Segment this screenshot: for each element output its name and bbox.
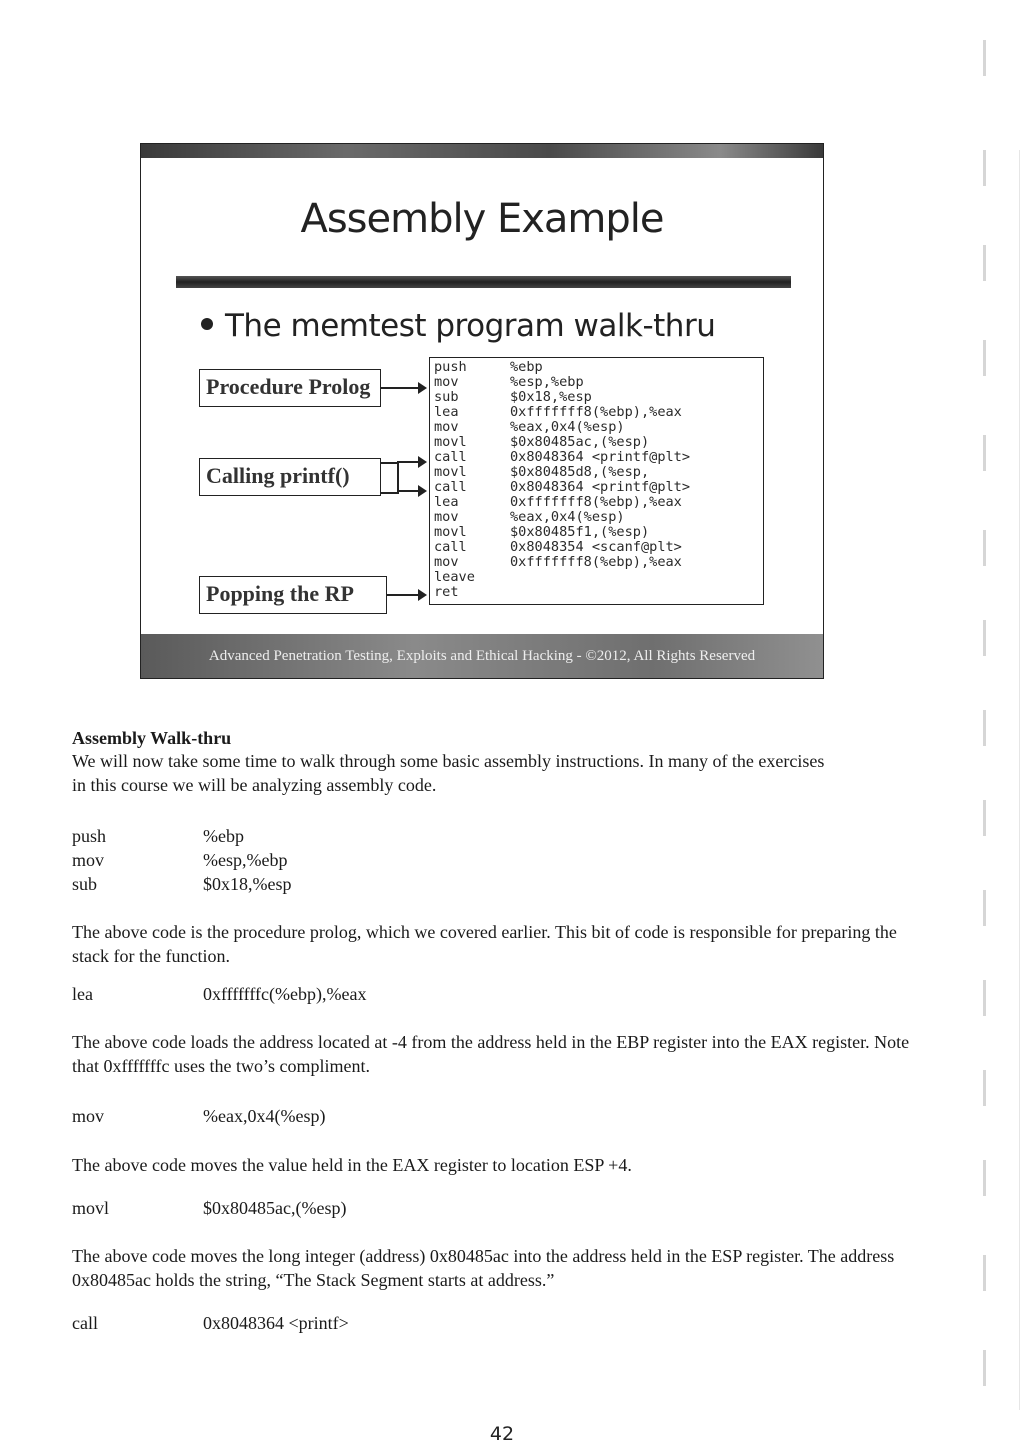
label-procedure-prolog: Procedure Prolog <box>199 369 381 407</box>
page-number: 42 <box>489 1423 515 1445</box>
code-line: leave <box>434 569 475 585</box>
code-arg: $0x80485ac,(%esp) <box>203 1198 347 1218</box>
arrow-printf-2 <box>397 490 425 492</box>
arrow-printf-1 <box>397 461 425 463</box>
code-arg: 0x8048364 <printf> <box>203 1313 349 1333</box>
code-op: lea <box>72 984 93 1004</box>
code-line: movl $0x80485f1,(%esp) <box>434 524 650 540</box>
section-heading: Assembly Walk-thru <box>72 728 232 748</box>
code-line: sub $0x18,%esp <box>434 389 592 405</box>
bullet-icon <box>201 318 213 330</box>
prolog-paragraph: The above code is the procedure prolog, which we covered earlier. This bit of code is responsible for preparing the stack for the function. <box>72 922 897 966</box>
slide-title: Assembly Example <box>300 196 664 242</box>
binding-marks <box>965 30 1024 1440</box>
code-arg: 0xfffffffc(%ebp),%eax <box>203 984 367 1004</box>
code-op: sub <box>72 874 98 894</box>
arrow-prolog <box>381 387 425 389</box>
mov-paragraph: The above code moves the value held in the EAX register to location ESP +4. <box>72 1155 632 1175</box>
intro-paragraph: We will now take some time to walk through some basic assembly instructions. In many of the exercises in this course we will be analyzing assembly code. <box>72 751 825 795</box>
slide-top-bar <box>141 144 823 158</box>
slide-title-rule <box>176 276 791 288</box>
code-line: ret <box>434 584 459 600</box>
slide-bullet <box>201 308 715 344</box>
label-calling-printf: Calling printf() <box>199 458 381 496</box>
label-popping-rp: Popping the RP <box>199 576 387 614</box>
code-line: mov %esp,%ebp <box>434 374 584 390</box>
slide-bullet-text: The memtest program walk-thru <box>225 308 716 344</box>
slide-image <box>140 143 824 679</box>
code-arg: %eax,0x4(%esp) <box>203 1106 326 1126</box>
code-op: push <box>72 826 107 846</box>
code-line: call 0x8048354 <scanf@plt> <box>434 539 682 555</box>
code-op: mov <box>72 1106 105 1126</box>
lea-paragraph: The above code loads the address located at -4 from the address held in the EBP register into the EAX register. Note that 0xfffffffc uses the two’s compliment. <box>72 1032 910 1076</box>
code-line: movl $0x80485d8,(%esp, <box>434 464 650 480</box>
code-line: call 0x8048364 <printf@plt> <box>434 479 691 495</box>
code-arg: %ebp <box>203 826 244 846</box>
code-arg: $0x18,%esp <box>203 874 292 894</box>
code-line: call 0x8048364 <printf@plt> <box>434 449 691 465</box>
code-arg: %esp,%ebp <box>203 850 288 870</box>
code-line: mov %eax,0x4(%esp) <box>434 509 625 525</box>
code-line: mov %eax,0x4(%esp) <box>434 419 625 435</box>
code-op: mov <box>72 850 105 870</box>
code-line: mov 0xfffffff8(%ebp),%eax <box>434 554 682 570</box>
code-line: lea 0xfffffff8(%ebp),%eax <box>434 494 682 510</box>
code-op: movl <box>72 1198 110 1218</box>
code-line: movl $0x80485ac,(%esp) <box>434 434 650 450</box>
code-line: push %ebp <box>434 359 543 375</box>
code-line: lea 0xfffffff8(%ebp),%eax <box>434 404 682 420</box>
arrow-rp <box>387 594 425 596</box>
code-op: call <box>72 1313 98 1333</box>
assembly-code-box <box>429 357 764 605</box>
movl-paragraph: The above code moves the long integer (address) 0x80485ac into the address held in the ESP register. The address 0x80485ac holds the string, “The Stack Segment starts at address.” <box>72 1246 895 1290</box>
slide-footer: Advanced Penetration Testing, Exploits and Ethical Hacking - ©2012, All Rights Reserved <box>141 634 823 678</box>
